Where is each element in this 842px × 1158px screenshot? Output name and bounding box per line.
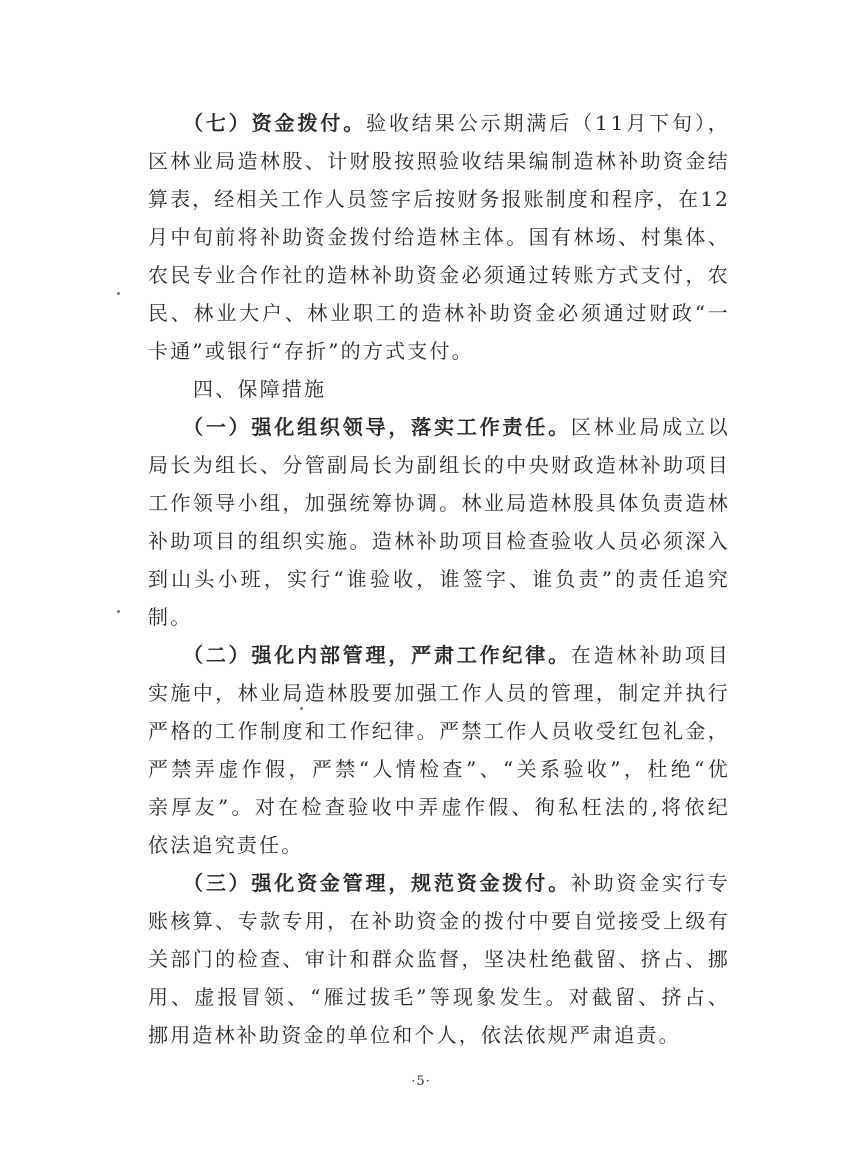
paragraph-line bbox=[148, 833, 303, 857]
body-text: 挪用造林补助资金的单位和个人，依法依规严肃追责。 bbox=[148, 1023, 681, 1047]
body-text: 局长为组长、分管副局长为副组长的中央财政造林补助项目 bbox=[148, 453, 731, 477]
body-text: 严禁弄虚作假，严禁“人情检查”、“关系验收”，杜绝“优 bbox=[148, 757, 732, 781]
paragraph-first-line bbox=[183, 111, 731, 135]
body-text: 工作领导小组，加强统筹协调。林业局造林股具体负责造林 bbox=[148, 491, 731, 515]
body-text: 补助资金实行专 bbox=[570, 871, 731, 895]
body-text: 区林业局造林股、计财股按照验收结果编制造林补助资金结 bbox=[148, 149, 731, 173]
body-text: 民、林业大户、林业职工的造林补助资金必须通过财政“一 bbox=[148, 301, 731, 325]
body-text: 到山头小班，实行“谁验收，谁签字、谁负责”的责任追究 bbox=[148, 567, 731, 591]
paragraph-line bbox=[148, 529, 730, 553]
paragraph-line bbox=[148, 339, 474, 363]
scan-speck bbox=[117, 292, 120, 295]
body-text: 严格的工作制度和工作纪律。严禁工作人员收受红包礼金， bbox=[148, 719, 731, 743]
paragraph-line bbox=[148, 719, 730, 743]
body-text: 验收结果公示期满后（11月下旬）， bbox=[366, 111, 731, 135]
body-text: 依法追究责任。 bbox=[148, 833, 304, 857]
paragraph-line bbox=[148, 453, 730, 477]
paragraph-line bbox=[148, 567, 731, 591]
scan-speck bbox=[300, 707, 303, 710]
body-text: 制。 bbox=[148, 605, 193, 629]
scan-speck bbox=[117, 610, 120, 613]
page-number: ·5· bbox=[411, 1074, 431, 1089]
paragraph-line bbox=[148, 909, 730, 933]
paragraph-line bbox=[148, 187, 730, 211]
paragraph-line bbox=[148, 605, 192, 629]
paragraph-first-line bbox=[193, 377, 326, 401]
paragraph-line bbox=[148, 225, 730, 249]
body-text: 四、保障措施 bbox=[193, 377, 327, 401]
bold-heading-text: （七）资金拨付。 bbox=[183, 111, 367, 135]
paragraph-first-line bbox=[183, 643, 731, 667]
body-text: 区林业局成立以 bbox=[570, 415, 731, 439]
paragraph-first-line bbox=[183, 415, 731, 439]
body-text: 月中旬前将补助资金拨付给造林主体。国有林场、村集体、 bbox=[148, 225, 731, 249]
body-text: 补助项目的组织实施。造林补助项目检查验收人员必须深入 bbox=[148, 529, 731, 553]
paragraph-line bbox=[148, 301, 731, 325]
body-text: 关部门的检查、审计和群众监督，坚决杜绝截留、挤占、挪 bbox=[148, 947, 731, 971]
body-text: 实施中，林业局造林股要加强工作人员的管理，制定并执行 bbox=[148, 681, 731, 705]
paragraph-line bbox=[148, 757, 731, 781]
paragraph-line bbox=[148, 681, 730, 705]
paragraph-line bbox=[148, 985, 731, 1009]
bold-heading-text: （一）强化组织领导，落实工作责任。 bbox=[183, 415, 571, 439]
body-text: 在造林补助项目 bbox=[570, 643, 731, 667]
paragraph-line bbox=[148, 263, 730, 287]
bold-heading-text: （二）强化内部管理，严肃工作纪律。 bbox=[183, 643, 571, 667]
body-text: 算表，经相关工作人员签字后按财务报账制度和程序，在12 bbox=[148, 187, 730, 211]
paragraph-first-line bbox=[183, 871, 731, 895]
body-text: 亲厚友”。对在检查验收中弄虚作假、徇私枉法的,将依纪 bbox=[148, 795, 732, 819]
paragraph-line bbox=[148, 491, 730, 515]
paragraph-line bbox=[148, 947, 730, 971]
body-text: 账核算、专款专用，在补助资金的拨付中要自觉接受上级有 bbox=[148, 909, 731, 933]
paragraph-line bbox=[148, 149, 730, 173]
paragraph-line bbox=[148, 1023, 681, 1047]
body-text: 卡通”或银行“存折”的方式支付。 bbox=[148, 339, 474, 363]
body-text: 用、虚报冒领、“雁过拔毛”等现象发生。对截留、挤占、 bbox=[148, 985, 731, 1009]
body-text: 农民专业合作社的造林补助资金必须通过转账方式支付，农 bbox=[148, 263, 731, 287]
bold-heading-text: （三）强化资金管理，规范资金拨付。 bbox=[183, 871, 571, 895]
paragraph-line bbox=[148, 795, 731, 819]
